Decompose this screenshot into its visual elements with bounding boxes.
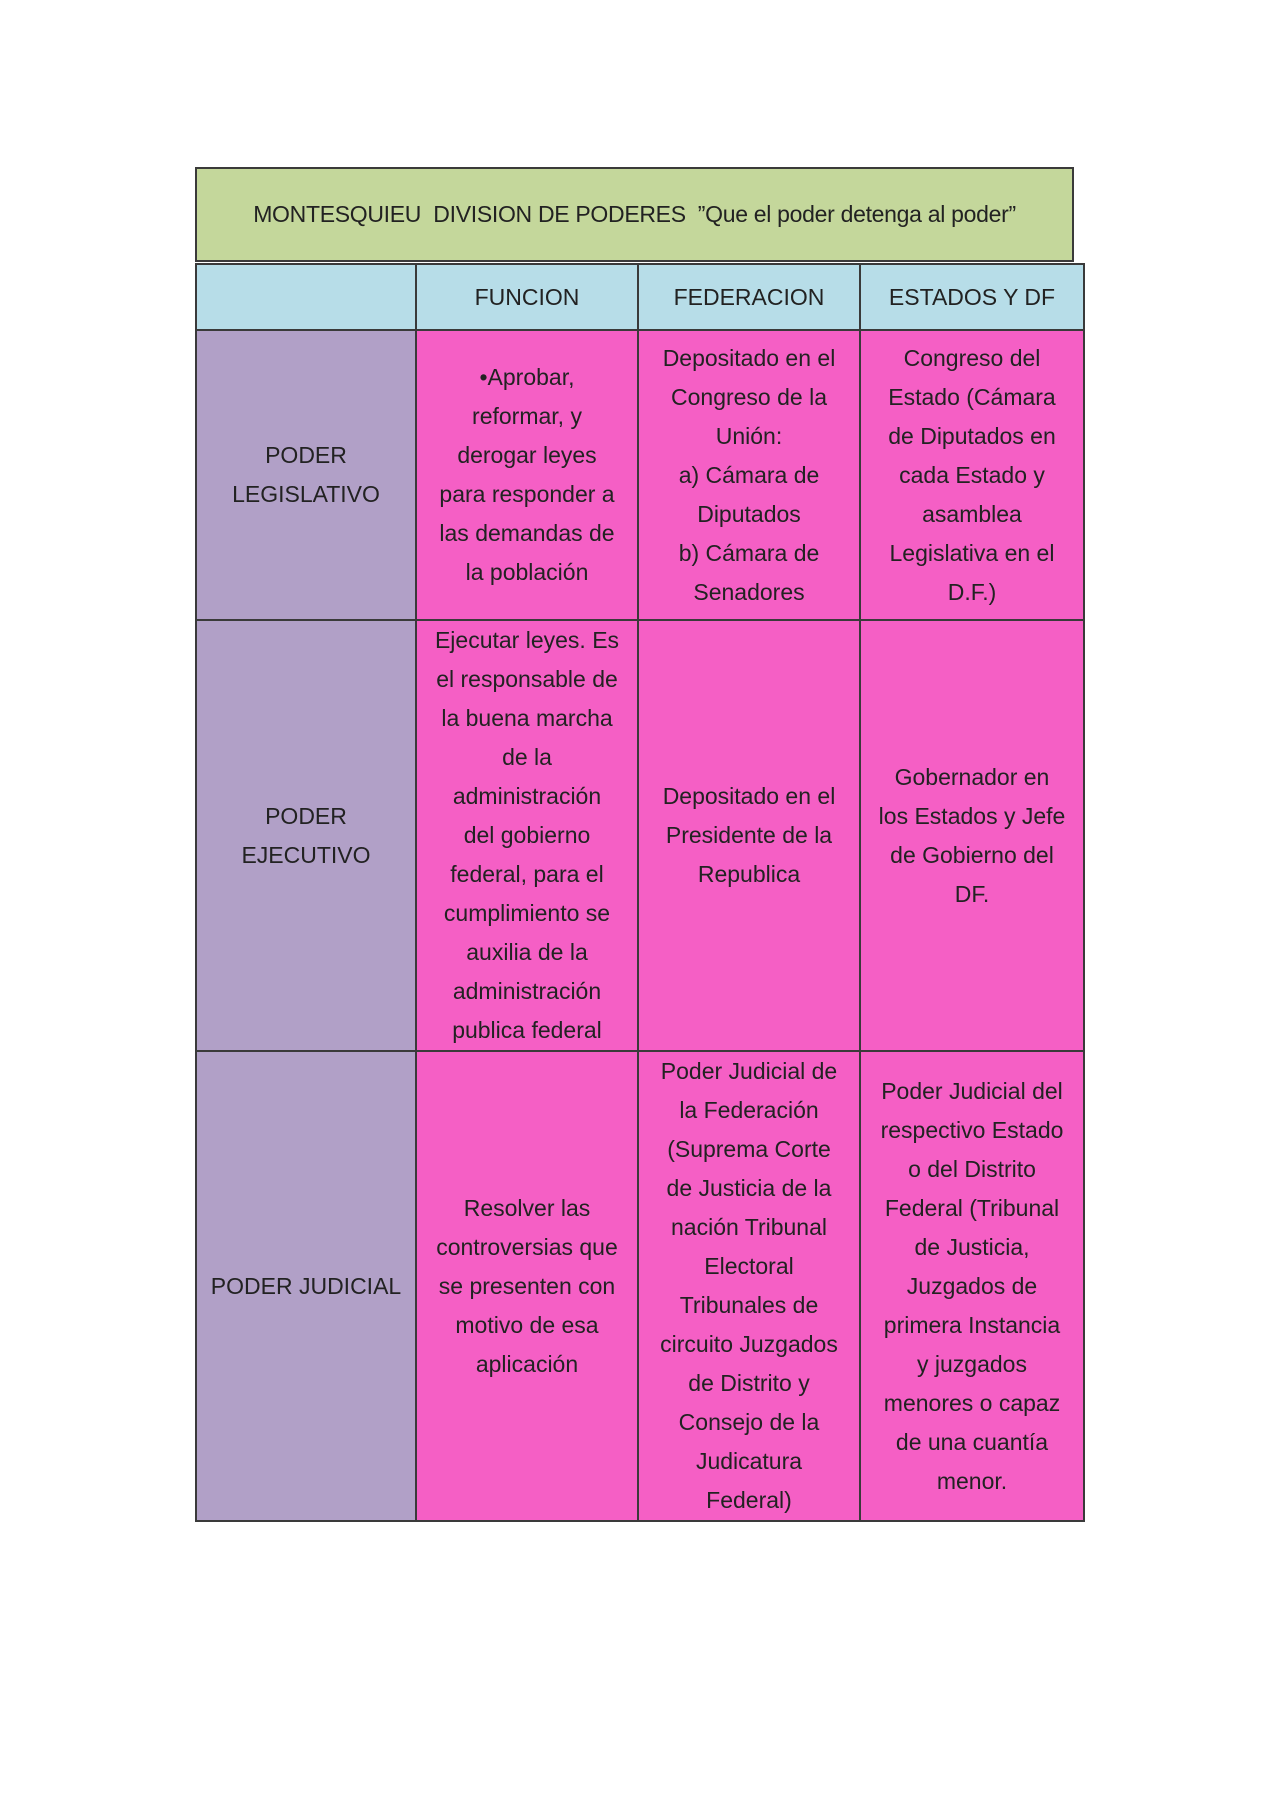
row-label <box>196 1051 416 1521</box>
cell-federacion <box>638 1051 860 1521</box>
table-title <box>195 167 1074 262</box>
text-line: y juzgados <box>917 1350 1027 1377</box>
text-line: Republica <box>697 861 801 887</box>
text-line: publica federal <box>452 1017 602 1043</box>
cell-funcion <box>416 330 638 620</box>
header-estados: ESTADOS Y DF <box>860 264 1084 330</box>
text-line: b) Cámara de <box>678 539 820 566</box>
text-line: Presidente de la <box>665 822 833 848</box>
text-line: Tribunales de <box>679 1292 819 1318</box>
cell-estados <box>860 1051 1084 1521</box>
text-line: Juzgados de <box>906 1272 1038 1299</box>
row-label-line: PODER <box>265 802 347 829</box>
text-line: se presenten con <box>438 1272 616 1299</box>
text-line: Ejecutar leyes. Es <box>434 627 620 653</box>
text-line: controversias que <box>436 1233 618 1260</box>
title-quote: ”Que el poder detenga al poder” <box>697 201 1016 227</box>
text-line: de Diputados en <box>888 422 1056 449</box>
text-line: Depositado en el <box>662 783 836 809</box>
text-line: Resolver las <box>463 1194 591 1221</box>
text-line: reformar, y <box>472 403 582 429</box>
header-funcion: FUNCION <box>416 264 638 330</box>
text-line: Legislativa en el <box>889 539 1055 566</box>
text-line: nación Tribunal <box>671 1214 827 1240</box>
cell-federacion <box>638 330 860 620</box>
title-text: MONTESQUIEU DIVISION DE PODERES <box>253 201 686 227</box>
row-label <box>196 330 416 620</box>
text-line: las demandas de <box>439 520 615 546</box>
text-line: Diputados <box>697 500 801 527</box>
text-line: asamblea <box>922 500 1022 527</box>
text-line: (Suprema Corte <box>667 1136 831 1162</box>
text-line: o del Distrito <box>908 1155 1036 1182</box>
text-line: menor. <box>936 1467 1008 1494</box>
text-line: Congreso del <box>903 344 1041 371</box>
cell-estados <box>860 330 1084 620</box>
row-label-line: PODER JUDICIAL <box>210 1272 402 1299</box>
text-line: Depositado en el <box>662 344 836 371</box>
row-judicial <box>196 1051 1084 1521</box>
text-line: Judicatura <box>695 1448 803 1474</box>
text-line: administración <box>452 978 602 1004</box>
text-line: para responder a <box>439 481 615 507</box>
text-line: la buena marcha <box>441 705 613 731</box>
text-line: federal, para el <box>450 861 604 887</box>
row-label-line: PODER <box>265 442 347 468</box>
text-line: de Justicia, <box>914 1233 1030 1260</box>
text-line: •Aprobar, <box>479 364 575 390</box>
text-line: Congreso de la <box>671 383 827 410</box>
text-line: cada Estado y <box>899 461 1045 488</box>
row-label-line: EJECUTIVO <box>241 841 371 868</box>
header-empty <box>196 264 416 330</box>
text-line: de Gobierno del <box>890 841 1054 868</box>
header-federacion: FEDERACION <box>638 264 860 330</box>
cell-federacion <box>638 620 860 1051</box>
text-line: motivo de esa <box>455 1311 599 1338</box>
text-line: la población <box>465 559 589 585</box>
text-line: la Federación <box>679 1097 819 1123</box>
row-ejecutivo <box>196 620 1084 1051</box>
cell-funcion <box>416 620 638 1051</box>
text-line: Poder Judicial del <box>881 1077 1063 1104</box>
text-line: Poder Judicial de <box>660 1058 838 1084</box>
text-line: Electoral <box>704 1253 794 1279</box>
text-line: aplicación <box>475 1350 579 1377</box>
text-line: Unión: <box>715 422 783 449</box>
header-row <box>196 264 1084 330</box>
text-line: Consejo de la <box>678 1409 820 1435</box>
text-line: cumplimiento se <box>443 900 611 926</box>
text-line: respectivo Estado <box>880 1116 1064 1143</box>
cell-estados <box>860 620 1084 1051</box>
text-line: Estado (Cámara <box>888 383 1056 410</box>
text-line: auxilia de la <box>466 939 588 965</box>
text-line: el responsable de <box>436 666 618 692</box>
text-line: de una cuantía <box>895 1428 1049 1455</box>
text-line: Federal (Tribunal <box>884 1194 1060 1221</box>
powers-table <box>195 263 1085 1522</box>
row-legislativo <box>196 330 1084 620</box>
text-line: de Distrito y <box>688 1370 810 1396</box>
text-line: Federal) <box>706 1487 792 1513</box>
text-line: de la <box>502 744 552 770</box>
text-line: primera Instancia <box>883 1311 1061 1338</box>
row-label <box>196 620 416 1051</box>
row-label-line: LEGISLATIVO <box>232 481 380 507</box>
text-line: derogar leyes <box>457 442 597 468</box>
text-line: Gobernador en <box>894 763 1050 790</box>
text-line: los Estados y Jefe <box>878 802 1066 829</box>
text-line: de Justicia de la <box>666 1175 832 1201</box>
text-line: menores o capaz <box>883 1389 1061 1416</box>
text-line: a) Cámara de <box>678 461 820 488</box>
text-line: del gobierno <box>463 822 591 848</box>
text-line: DF. <box>954 880 990 907</box>
text-line: circuito Juzgados <box>660 1331 838 1357</box>
cell-funcion <box>416 1051 638 1521</box>
text-line: D.F.) <box>947 578 997 605</box>
text-line: Senadores <box>693 578 805 605</box>
text-line: administración <box>452 783 602 809</box>
